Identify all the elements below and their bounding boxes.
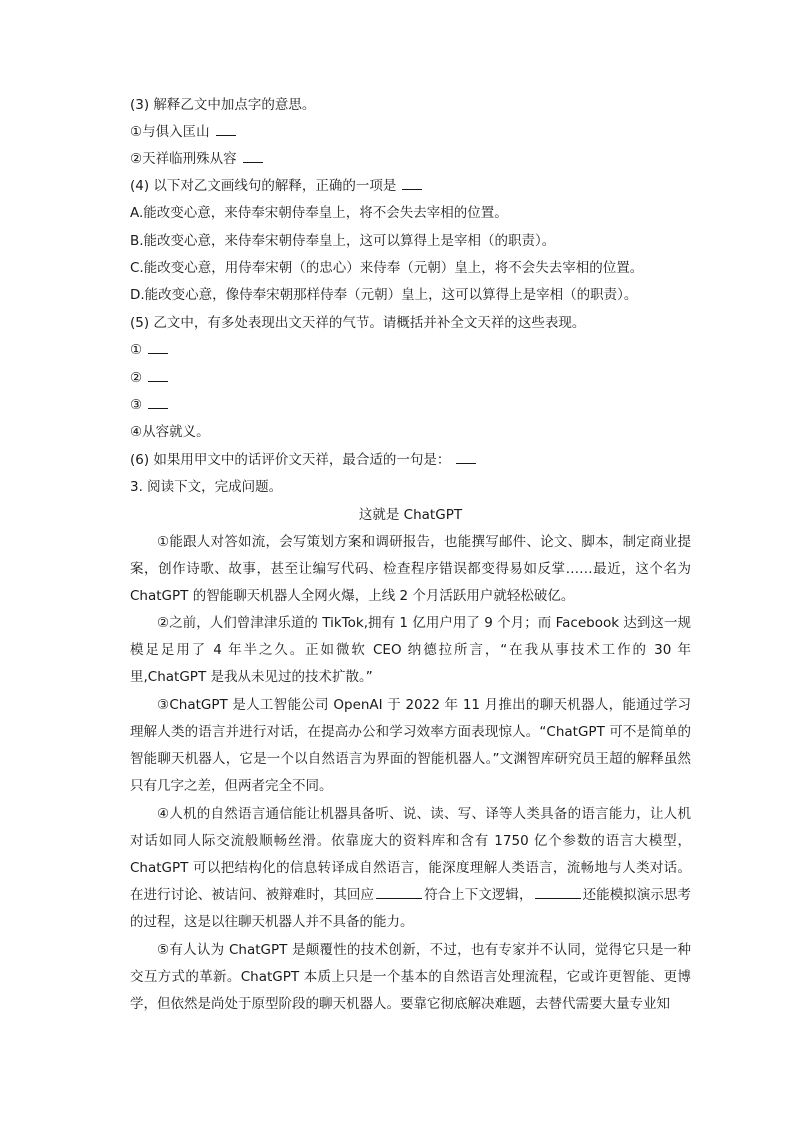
option-c: C.能改变心意，用侍奉宋朝（的忠心）来侍奉（元朝）皇上，将不会失去宰相的位置。 (130, 260, 644, 276)
paragraph-2: ②之前，人们曾津津乐道的 TikTok,拥有 1 亿用户用了 9 个月；而 Facebook 达到这一规模足足用了 4 年半之久。正如微软 CEO 纳德拉所言，“在我从事技术工作的 30 年里,ChatGPT 是我从未见过的技术扩散。” (130, 615, 691, 685)
option-b: B.能改变心意，来侍奉宋朝侍奉皇上，这可以算得上是宰相（的职责）。 (130, 233, 556, 249)
answer-blank[interactable] (535, 884, 581, 899)
question-prompt: 3. 阅读下文，完成问题。 (130, 479, 283, 495)
subquestion-5-item-1: ① (130, 337, 168, 364)
subquestion-5-item-2: ② (130, 365, 168, 392)
answer-blank[interactable] (376, 884, 422, 899)
option-d: D.能改变心意，像侍奉宋朝那样侍奉（元朝）皇上，这可以算得上是宰相（的职责）。 (130, 287, 638, 303)
subquestion-3-item-2: ②天祥临刑殊从容 (130, 146, 263, 173)
paragraph-4: ④人机的自然语言通信能让机器具备听、说、读、写、译等人类具备的语言能力，让人机对话如同人际交流般顺畅丝滑。依靠庞大的资料库和含有 1750 亿个参数的语言大模型，ChatGPT 可以把结构化的信息转译成自然语言，能深度理解人类语言，流畅地与人类对话。在进行讨论、被诘问、被辩难时，其回应 符合上下文逻辑， 还能模拟演示思考的过程，这是以往聊天机器人并不具备的能力。 (130, 806, 692, 930)
paragraph-1: ①能跟人对答如流，会写策划方案和调研报告，也能撰写邮件、论文、脚本，制定商业提案，创作诗歌、故事，甚至让编写代码、检查程序错误都变得易如反掌……最近，这个名为 ChatGPT 的智能聊天机器人全网火爆，上线 2 个月活跃用户就轻松破亿。 (130, 534, 691, 604)
answer-blank[interactable] (216, 121, 236, 136)
answer-blank[interactable] (148, 394, 168, 409)
subquestion-5: (5) 乙文中，有多处表现出文天祥的气节。请概括并补全文天祥的这些表现。 (130, 315, 586, 331)
subquestion-3: (3) 解释乙文中加点字的意思。 (130, 97, 316, 113)
paragraph-3: ③ChatGPT 是人工智能公司 OpenAI 于 2022 年 11 月推出的聊天机器人，能通过学习理解人类的语言并进行对话，在提高办公和学习效率方面表现惊人。“ChatGPT 可不是简单的智能聊天机器人，它是一个以自然语言为界面的智能机器人。”文渊智库研究员王超的解释虽然只有几字之差，但两者完全不同。 (130, 697, 691, 794)
passage-title: 这就是 ChatGPT (358, 507, 463, 523)
subquestion-4: (4) 以下对乙文画线句的解释，正确的一项是 (130, 173, 422, 200)
subquestion-3-item-1: ①与俱入匡山 (130, 119, 236, 146)
answer-blank[interactable] (148, 367, 168, 382)
answer-blank[interactable] (148, 339, 168, 354)
answer-blank[interactable] (243, 148, 263, 163)
subquestion-5-item-4: ④从容就义。 (130, 424, 210, 440)
paragraph-5: ⑤有人认为 ChatGPT 是颠覆性的技术创新，不过，也有专家并不认同，觉得它只是一种交互方式的革新。ChatGPT 本质上只是一个基本的自然语言处理流程，它或许更智能、更博学，但依然是尚处于原型阶段的聊天机器人。要靠它彻底解决难题，去替代需要大量专业知 (130, 942, 691, 1012)
option-a: A.能改变心意，来侍奉宋朝侍奉皇上，将不会失去宰相的位置。 (130, 205, 508, 221)
subquestion-5-item-3: ③ (130, 392, 168, 419)
answer-blank[interactable] (456, 449, 476, 464)
answer-blank[interactable] (402, 175, 422, 190)
subquestion-6: (6) 如果用甲文中的话评价文天祥，最合适的一句是： (130, 447, 476, 474)
